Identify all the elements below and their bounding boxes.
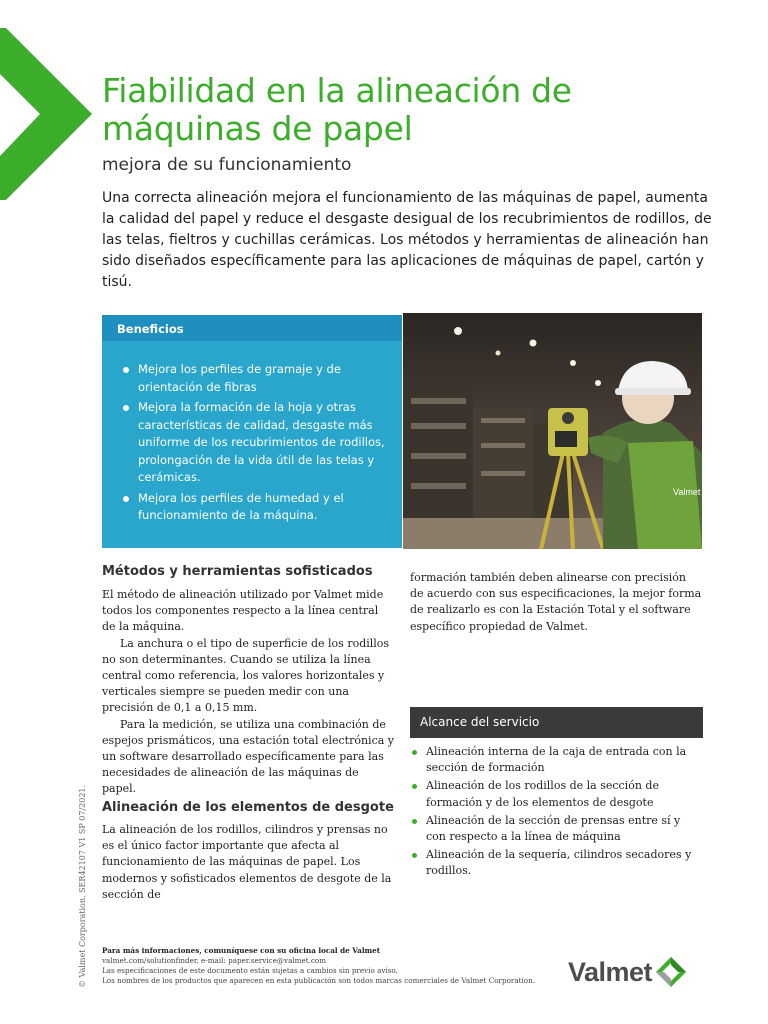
scope-item: Alineación interna de la caja de entrada con la sección de formación [410,744,703,776]
footer-contact-line: valmet.com/solutionfinder, e-mail: paper.service@valmet.com [102,956,327,965]
vest-logo-text: Valmet [673,487,701,497]
title-line-1: Fiabilidad en la alineación de [102,71,572,110]
scope-item: Alineación de la sección de prensas entre sí y con respecto a la línea de máquina [410,813,703,845]
drying-paragraph-1: La alineación de los rodillos, cilindros y prensas no es el único factor importante que afecta al funcionamiento de las máquinas de papel. Los modernos y sofisticados elementos de desgote de la sección de [102,823,392,901]
scope-heading: Alcance del servicio [410,707,703,738]
footer-trademark: Los nombres de los productos que aparecen en esta publicación son todos marcas comerciales de Valmet Corporation. [102,976,536,985]
intro-paragraph: Una correcta alineación mejora el funcionamiento de las máquinas de papel, aumenta la calidad del papel y reduce el desgaste desigual de los recubrimientos de rodillos, de las telas, fieltros y cuchillas cerámicas. Los métodos y herramientas de alineación han sido diseñados específicamente para las aplicaciones de máquinas de papel, cartón y tisú. [102,190,712,290]
methods-text [102,587,394,798]
benefits-box [102,315,402,548]
benefit-item: Mejora la formación de la hoja y otras características de calidad, desgaste más uniforme de los recubrimientos de rodillos, prolongación de la vida útil de las telas y cerámicas. [122,399,390,487]
methods-paragraph-2: La anchura o el tipo de superficie de los rodillos no son determinantes. Cuando se utiliza la línea central como referencia, los valores horizontales y verticales siempre se pueden medir con una precisión de 0,1 a 0,15 mm. [102,636,390,715]
logo-text: Valmet [568,956,653,987]
copyright-note: © Valmet Corporation. SER42107 V1 SP 07/2021. [78,784,87,988]
drying-text [102,822,394,903]
chevron-decoration-icon [0,28,92,200]
footer-disclaimer: Las especificaciones de este documento están sujetas a cambios sin previo aviso. [102,966,398,975]
footer-contact-heading: Para más informaciones, comuníquese con su oficina local de Valmet [102,946,381,955]
benefits-list [102,361,402,525]
drying-heading: Alineación de los elementos de desgote [102,800,394,815]
scope-item: Alineación de la sequería, cilindros secadores y rodillos. [410,847,703,879]
scope-item: Alineación de los rodillos de la sección de formación y de los elementos de desgote [410,778,703,810]
valmet-logo [568,955,688,989]
factory-scene-image [403,313,702,549]
page-title [102,72,702,148]
title-line-2: máquinas de papel [102,109,413,148]
scope-list [410,744,703,882]
column2-text [410,570,702,635]
column2-paragraph: formación también deben alinearse con precisión de acuerdo con sus especificaciones, la mejor forma de realizarlo es con la Estación Total y el software específico propiedad de Valmet. [410,571,702,633]
methods-heading: Métodos y herramientas sofisticados [102,564,373,579]
benefits-heading: Beneficios [102,315,402,341]
methods-paragraph-1: El método de alineación utilizado por Valmet mide todos los componentes respecto a la línea central de la máquina. [102,588,384,634]
benefit-item: Mejora los perfiles de humedad y el funcionamiento de la máquina. [122,490,390,525]
methods-paragraph-3: Para la medición, se utiliza una combinación de espejos prismáticos, una estación total electrónica y un software desarrollado específicamente para las necesidades de alineación de las máquinas de papel. [102,717,394,796]
benefit-item: Mejora los perfiles de gramaje y de orientación de fibras [122,361,390,396]
technician-photo [403,313,702,549]
page-subtitle: mejora de su funcionamiento [102,155,352,175]
footer [102,946,562,986]
logo-diamond-icon [654,955,688,989]
